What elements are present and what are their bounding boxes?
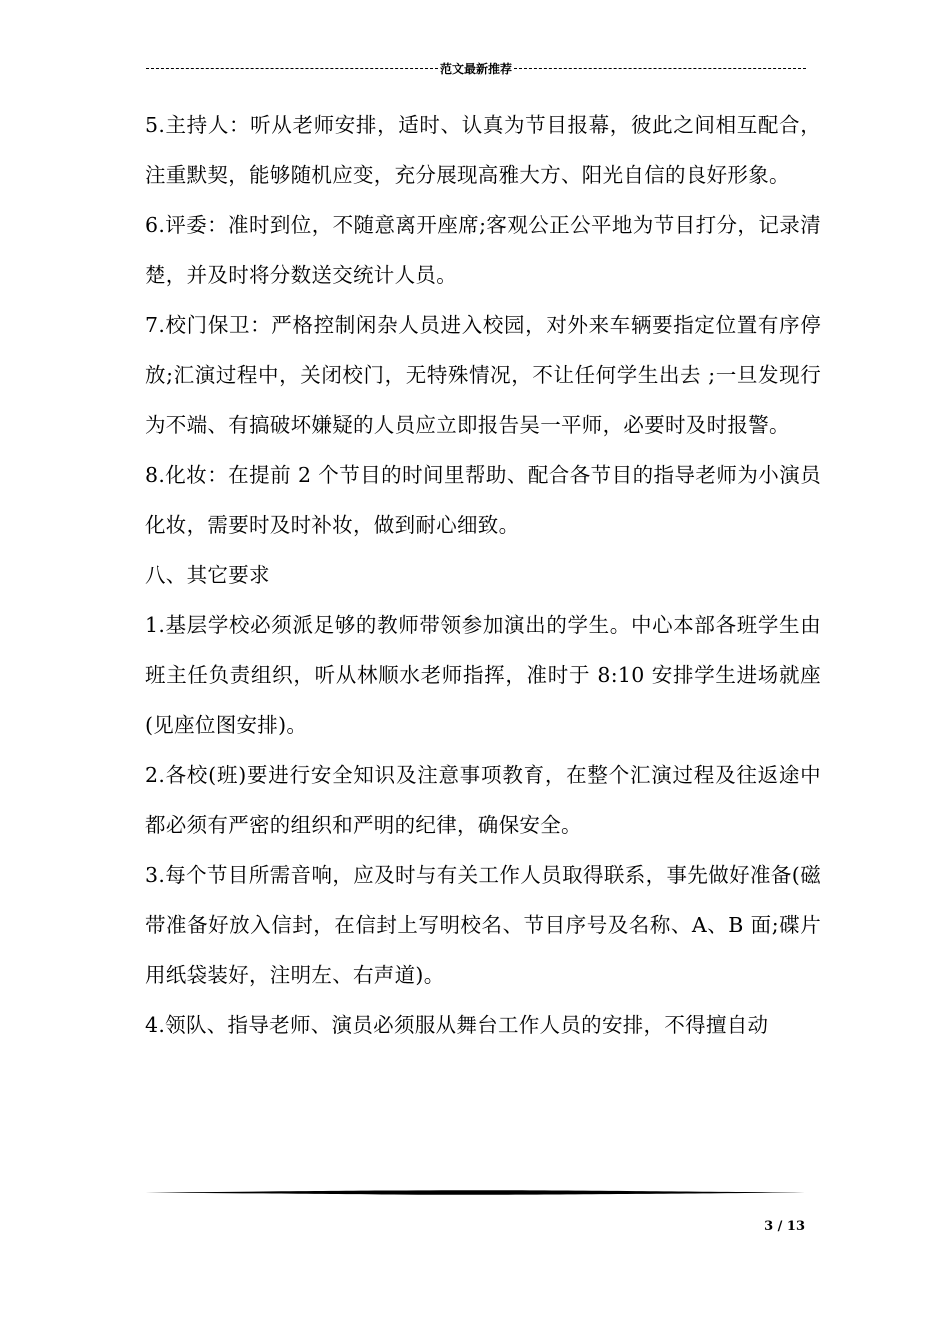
header-dash-left (146, 68, 438, 69)
paragraph-requirement-1: 1.基层学校必须派足够的教师带领参加演出的学生。中心本部各班学生由班主任负责组织，听从林顺水老师指挥，准时于 8:10 安排学生进场就座(见座位图安排)。 (145, 613, 821, 737)
page-header (146, 57, 806, 79)
document-body (145, 100, 821, 1050)
paragraph-host-duty: 5.主持人：听从老师安排，适时、认真为节目报幕，彼此之间相互配合，注重默契，能够随机应变，充分展现高雅大方、阳光自信的良好形象。 (145, 113, 821, 187)
header-title: 范文最新推荐 (440, 61, 513, 76)
section-heading-other-requirements: 八、其它要求 (145, 563, 270, 587)
paragraph-makeup-duty: 8.化妆：在提前 2 个节目的时间里帮助、配合各节目的指导老师为小演员化妆，需要时及时补妆，做到耐心细致。 (145, 463, 821, 537)
paragraph-gate-guard-duty: 7.校门保卫：严格控制闲杂人员进入校园，对外来车辆要指定位置有序停放;汇演过程中，关闭校门，无特殊情况，不让任何学生出去 ;一旦发现行为不端、有搞破坏嫌疑的人员应立即报告吴一平师，必要时及时报警。 (145, 313, 821, 437)
page-number: 3 / 13 (764, 1219, 805, 1234)
paragraph-requirement-3: 3.每个节目所需音响，应及时与有关工作人员取得联系，事先做好准备(磁带准备好放入信封，在信封上写明校名、节目序号及名称、A、B 面;碟片用纸袋装好，注明左、右声道)。 (145, 863, 821, 987)
header-dash-right (514, 68, 806, 69)
paragraph-judge-duty: 6.评委：准时到位，不随意离开座席;客观公正公平地为节目打分，记录清楚，并及时将分数送交统计人员。 (145, 213, 821, 287)
paragraph-requirement-2: 2.各校(班)要进行安全知识及注意事项教育，在整个汇演过程及往返途中都必须有严密的组织和严明的纪律，确保安全。 (145, 763, 821, 837)
footer-rule (145, 1190, 805, 1195)
paragraph-requirement-4: 4.领队、指导老师、演员必须服从舞台工作人员的安排，不得擅自动 (145, 1013, 769, 1037)
